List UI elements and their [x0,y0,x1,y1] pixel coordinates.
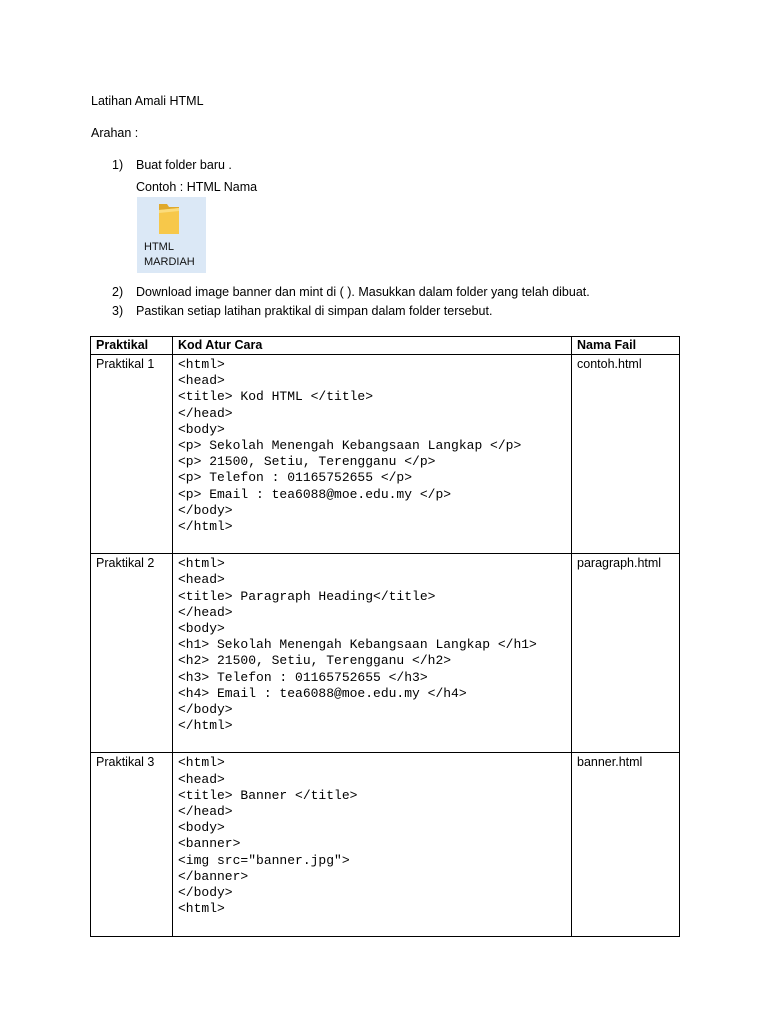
code-line: <h1> Sekolah Menengah Kebangsaan Langkap </h1> [178,637,537,653]
code-line: <p> Sekolah Menengah Kebangsaan Langkap </p> [178,438,522,454]
code-line: <p> 21500, Setiu, Terengganu </p> [178,454,436,470]
code-line: <head> [178,373,225,389]
table-row [91,753,680,936]
code-cell [173,554,572,753]
code-line: <html> [178,901,225,917]
instruction-text: Buat folder baru . [136,158,232,172]
code-line: <title> Paragraph Heading</title> [178,588,436,604]
code-line: </body> [178,502,233,518]
code-line: </body> [178,885,233,901]
code-line: <title> Kod HTML </title> [178,389,374,405]
praktikal-cell: Praktikal 1 [91,355,173,554]
folder-label-line2: MARDIAH [144,256,195,268]
arahan-label: Arahan : [91,126,139,140]
instruction-number: 3) [112,304,124,318]
code-line: <banner> [178,836,241,852]
code-line: <body> [178,820,225,836]
code-line: <p> Telefon : 01165752655 </p> [178,470,413,486]
header-kod-atur-cara: Kod Atur Cara [173,337,572,355]
code-line: <h2> 21500, Setiu, Terengganu </h2> [178,653,452,669]
table-header-row [91,337,680,355]
praktikal-table [90,336,680,937]
document-title: Latihan Amali HTML [91,94,204,108]
code-line: <head> [178,572,225,588]
code-line: <html> [178,357,225,372]
code-line: <title> Banner </title> [178,787,358,803]
code-line: </head> [178,804,233,820]
file-name-cell: banner.html [572,753,680,936]
folder-label [144,240,195,270]
code-cell [173,753,572,936]
file-name-cell: contoh.html [572,355,680,554]
table-row [91,554,680,753]
file-name-cell: paragraph.html [572,554,680,753]
instruction-number: 2) [112,285,124,299]
code-line: <p> Email : tea6088@moe.edu.my </p> [178,486,452,502]
table-row [91,355,680,554]
code-line: <html> [178,556,225,572]
code-line: <head> [178,771,225,787]
folder-label-line1: HTML [144,241,174,253]
header-nama-fail: Nama Fail [572,337,680,355]
instruction-number: 1) [112,158,124,172]
praktikal-cell: Praktikal 3 [91,753,173,936]
code-cell [173,355,572,554]
folder-thumbnail [137,197,206,273]
code-line: <body> [178,621,225,637]
code-line: </banner> [178,868,249,884]
code-line: </head> [178,405,233,421]
instruction-text: Contoh : HTML Nama [136,180,258,194]
header-praktikal: Praktikal [91,337,173,355]
code-line: <h4> Email : tea6088@moe.edu.my </h4> [178,685,467,701]
code-line: </body> [178,702,233,718]
code-line: </head> [178,604,233,620]
praktikal-cell: Praktikal 2 [91,554,173,753]
instruction-text: Pastikan setiap latihan praktikal di simpan dalam folder tersebut. [136,304,493,318]
code-line: </html> [178,718,233,734]
code-line: <img src="banner.jpg"> [178,852,350,868]
code-line: <body> [178,421,225,437]
folder-icon [157,202,181,236]
instruction-text: Download image banner dan mint di ( ). Masukkan dalam folder yang telah dibuat. [136,285,590,299]
code-line: <html> [178,755,225,771]
code-line: <h3> Telefon : 01165752655 </h3> [178,669,428,685]
code-line: </html> [178,519,233,535]
